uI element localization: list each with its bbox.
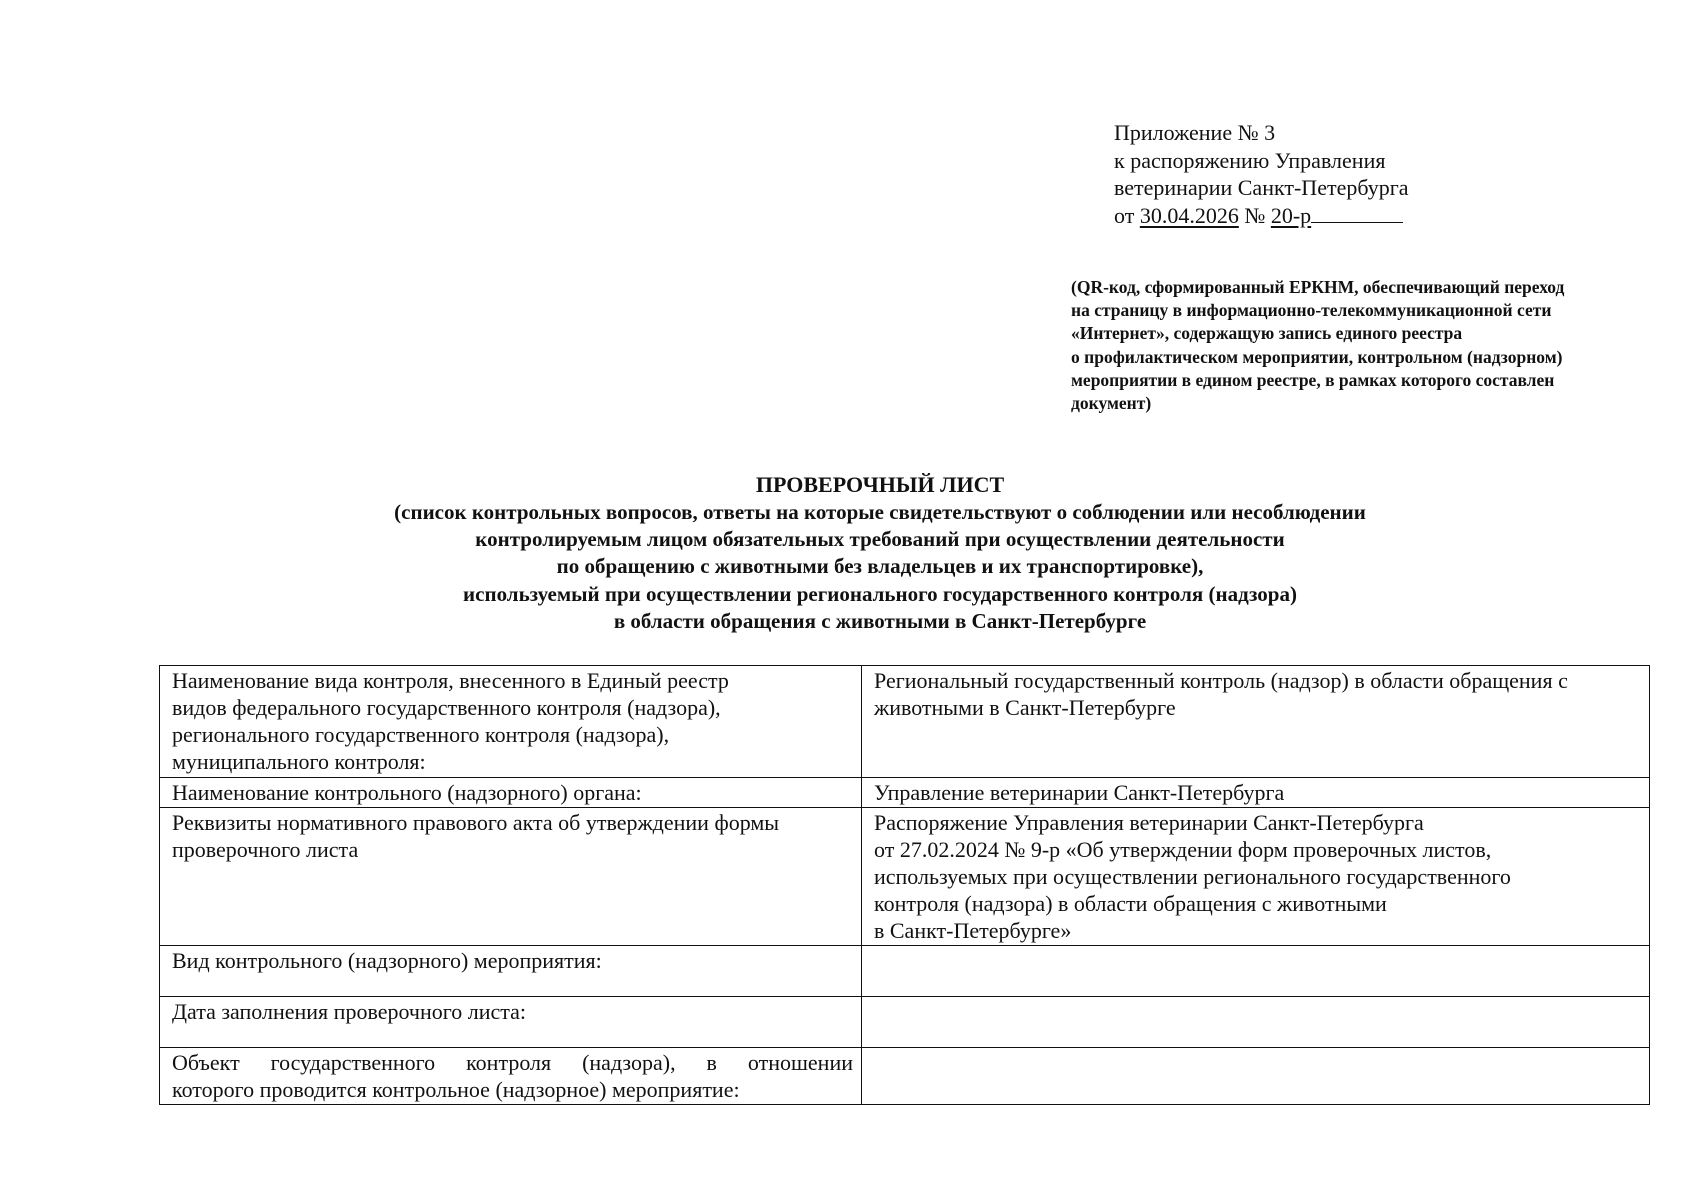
cell-line: Региональный государственный контроль (надзор) в области обращения с [874, 668, 1568, 693]
cell-line: Наименование контрольного (надзорного) органа: [172, 780, 642, 805]
document-subtitle-line: в области обращения с животными в Санкт-Петербурге [613, 608, 1147, 633]
cell-line: регионального государственного контроля (надзора), [172, 722, 670, 747]
table-row [160, 946, 1650, 997]
row-value-legal-act [862, 808, 1650, 946]
appendix-line-2: к распоряжению Управления [1114, 147, 1386, 173]
table-row [160, 997, 1650, 1048]
row-label-event-type [160, 946, 862, 997]
table-row [160, 1048, 1650, 1105]
row-label-legal-act [160, 808, 862, 946]
qr-note-line: о профилактическом мероприятии, контрольном (надзорном) [1071, 346, 1563, 367]
cell-line: Дата заполнения проверочного листа: [172, 999, 526, 1024]
cell-line: Объект государственного контроля (надзора), в отношении [172, 1050, 853, 1075]
table-row [160, 666, 1650, 778]
cell-line: муниципального контроля: [172, 749, 426, 774]
cell-line: Вид контрольного (надзорного) мероприятия: [172, 948, 602, 973]
cell-line: Распоряжение Управления ветеринарии Санкт-Петербурга [874, 810, 1424, 835]
cell-line: от 27.02.2024 № 9-р «Об утверждении форм проверочных листов, [874, 837, 1492, 862]
document-heading [160, 471, 1600, 635]
cell-line: в Санкт-Петербурге» [874, 918, 1072, 943]
row-value-control-object [862, 1048, 1650, 1105]
appendix-line-3: ветеринарии Санкт-Петербурга [1114, 175, 1409, 200]
appendix-from-prefix: от [1114, 202, 1135, 228]
cell-line: животными в Санкт-Петербурге [874, 695, 1176, 720]
checklist-info-table [159, 665, 1650, 1105]
document-subtitle-line: по обращению с животными без владельцев и их транспортировке), [556, 554, 1204, 579]
appendix-number: 20-р [1270, 202, 1312, 228]
cell-line: Реквизиты нормативного правового акта об утверждении формы [172, 810, 780, 835]
document-subtitle-line: (список контрольных вопросов, ответы на которые свидетельствуют о соблюдении или несоблюдении [394, 500, 1366, 524]
row-label-fill-date [160, 997, 862, 1048]
cell-line: Наименование вида контроля, внесенного в Единый реестр [172, 668, 729, 693]
qr-note-line: «Интернет», содержащую запись единого реестра [1071, 323, 1463, 344]
row-value-control-type [862, 666, 1650, 778]
cell-line: которого проводится контрольное (надзорное) мероприятие: [172, 1077, 740, 1102]
qr-note-line: (QR-код, сформированный ЕРКНМ, обеспечивающий переход [1071, 277, 1565, 297]
appendix-line-4 [1114, 202, 1514, 230]
table-row [160, 808, 1650, 946]
qr-note-line: на страницу в информационно-телекоммуникационной сети [1071, 300, 1552, 321]
cell-line: контроля (надзора) в области обращения с животными [874, 891, 1387, 916]
document-subtitle-line: используемый при осуществлении регионального государственного контроля (надзора) [463, 581, 1297, 606]
appendix-number-sign: № [1244, 202, 1266, 228]
qr-note-line: мероприятии в едином реестре, в рамках которого составлен [1071, 369, 1555, 390]
row-value-event-type [862, 946, 1650, 997]
appendix-line-1: Приложение № 3 [1114, 120, 1276, 145]
cell-line: проверочного листа [172, 837, 359, 862]
appendix-block [1114, 119, 1514, 229]
row-label-authority [160, 778, 862, 808]
appendix-number-blank [1311, 221, 1403, 223]
document-subtitle-line: контролируемым лицом обязательных требований при осуществлении деятельности [475, 527, 1285, 552]
row-label-control-object [160, 1048, 862, 1105]
qr-code-note [1071, 276, 1631, 415]
cell-line: видов федерального государственного контроля (надзора), [172, 695, 721, 720]
cell-line: Управление ветеринарии Санкт-Петербурга [874, 780, 1285, 805]
document-title: ПРОВЕРОЧНЫЙ ЛИСТ [755, 472, 1005, 497]
cell-line: используемых при осуществлении регионального государственного [874, 864, 1511, 889]
row-value-authority [862, 778, 1650, 808]
qr-note-line: документ) [1071, 393, 1152, 414]
appendix-date: 30.04.2026 [1139, 202, 1239, 228]
row-label-control-type [160, 666, 862, 778]
row-value-fill-date [862, 997, 1650, 1048]
table-row [160, 778, 1650, 808]
